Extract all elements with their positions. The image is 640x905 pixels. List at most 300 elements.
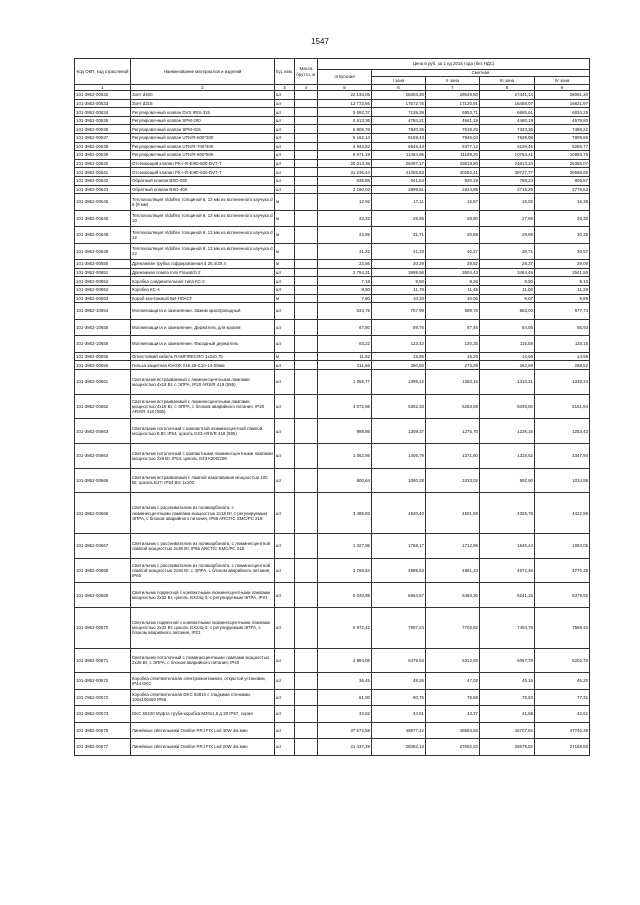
cell-mass	[295, 722, 318, 739]
cell-name: Регулировочный клапан SPM-315	[131, 125, 275, 134]
cell-name: Зонт d400	[131, 91, 275, 100]
table-row	[75, 706, 590, 723]
cell-price-zone-4: 4579,80	[535, 116, 590, 125]
page-number: 1547	[311, 37, 329, 46]
cell-price-otpusknaya: 5 033,89	[318, 583, 372, 608]
table-row	[75, 177, 590, 186]
cell-price-zone-2: 9,26	[426, 277, 480, 286]
cell-price-zone-1: 10,33	[372, 294, 426, 303]
cell-code: 101-3862-10656	[75, 336, 131, 353]
table-row	[75, 493, 590, 534]
cell-price-zone-2: 16,67	[426, 194, 480, 211]
header-name: Наименование материалов и изделий	[131, 59, 275, 85]
cell-name: Отсекающий клапан PK-I-R-EI90-630-DV7-T	[131, 168, 275, 177]
table-row	[75, 151, 590, 160]
cell-code: 101-3862-00637	[75, 134, 131, 143]
cell-price-otpusknaya: 31 236,44	[318, 168, 372, 177]
cell-name: Теплоизоляция Vidoflex толщиной 9, 13 мм из вспененного каучука d 22	[131, 243, 275, 260]
cell-price-zone-2: 10,06	[426, 294, 480, 303]
table-row	[75, 99, 590, 108]
cell-price-zone-3: 10754,41	[480, 151, 535, 160]
cell-price-zone-1: 123,42	[372, 336, 426, 353]
cell-unit: шт	[275, 319, 295, 336]
table-row	[75, 722, 590, 739]
cell-mass	[295, 159, 318, 168]
cell-price-zone-4: 2775,63	[535, 185, 590, 194]
cell-price-zone-4: 7569,40	[535, 607, 590, 648]
cell-mass	[295, 739, 318, 756]
cell-price-zone-4: 27169,50	[535, 739, 590, 756]
cell-mass	[295, 168, 318, 177]
cell-mass	[295, 177, 318, 186]
cell-name: Гильза защитная ЮНОК 015.20-С10-14-50мм	[131, 361, 275, 370]
cell-price-zone-4: 39588,69	[535, 168, 590, 177]
cell-price-zone-1: 11484,86	[372, 151, 426, 160]
col-number: 9	[535, 85, 590, 91]
cell-mass	[295, 277, 318, 286]
cell-mass	[295, 91, 318, 100]
cell-code: 101-3862-00646	[75, 210, 131, 227]
cell-price-zone-3: 1310,21	[480, 369, 535, 394]
cell-price-zone-4: 1339,34	[535, 369, 590, 394]
cell-price-zone-1: 4620,40	[372, 493, 426, 534]
cell-price-zone-3: 27,69	[480, 210, 535, 227]
cell-price-zone-2: 11189,20	[426, 151, 480, 160]
table-row	[75, 125, 590, 134]
cell-price-zone-1: 31,71	[372, 227, 426, 244]
cell-unit: шт	[275, 125, 295, 134]
table-row	[75, 419, 590, 444]
cell-price-zone-4: 9,89	[535, 294, 590, 303]
cell-mass	[295, 294, 318, 303]
cell-mass	[295, 142, 318, 151]
cell-price-zone-4: 7486,22	[535, 125, 590, 134]
cell-price-zone-1: 7820,35	[372, 125, 426, 134]
cell-price-zone-4: 28,30	[535, 210, 590, 227]
cell-name: Коробка КС-4	[131, 285, 275, 294]
cell-code: 101-3862-00662	[75, 394, 131, 419]
cell-unit: шт	[275, 142, 295, 151]
cell-code: 101-3862-00633	[75, 99, 131, 108]
cell-price-zone-2: 47,02	[426, 673, 480, 690]
table-row	[75, 352, 590, 361]
cell-unit: шт	[275, 689, 295, 706]
cell-code: 101-3862-00672	[75, 673, 131, 690]
cell-unit: шт	[275, 361, 295, 370]
cell-price-zone-2: 78,68	[426, 689, 480, 706]
cell-code: 101-3862-00653	[75, 294, 131, 303]
table-row	[75, 303, 590, 320]
cell-price-otpusknaya: 3 768,64	[318, 558, 372, 583]
table-row	[75, 648, 590, 673]
cell-price-zone-1: 41,33	[372, 243, 426, 260]
cell-price-zone-1: 6545,43	[372, 142, 426, 151]
cell-price-zone-3: 6129,46	[480, 142, 535, 151]
cell-price-zone-4: 9,10	[535, 277, 590, 286]
cell-price-zone-1: 4989,53	[372, 558, 426, 583]
cell-price-zone-3: 6241,15	[480, 583, 535, 608]
cell-price-zone-2: 1033,02	[426, 468, 480, 493]
cell-unit: шт	[275, 419, 295, 444]
cell-name: Дренажная помпа mini Flowatch 2	[131, 268, 275, 277]
cell-price-zone-2: 87,46	[426, 319, 480, 336]
cell-price-zone-3: 84,06	[480, 319, 535, 336]
cell-name: Светильник встраиваемый с люминесцентными лампами мощностью 4х18 Вт, с ЭПРА, IP20 ARS/R 418 (595)	[131, 369, 275, 394]
cell-price-zone-4: 118,15	[535, 336, 590, 353]
cell-mass	[295, 493, 318, 534]
cell-code: 101-3862-00634	[75, 108, 131, 117]
cell-code: 101-3862-00652	[75, 277, 131, 286]
cell-mass	[295, 151, 318, 160]
cell-price-zone-3: 38727,77	[480, 168, 535, 177]
cell-price-otpusknaya: 12,92	[318, 194, 372, 211]
cell-price-otpusknaya: 2 794,31	[318, 268, 372, 277]
cell-code: 101-3862-00655	[75, 352, 131, 361]
cell-price-zone-3: 1226,16	[480, 419, 535, 444]
cell-price-otpusknaya: 11,82	[318, 352, 372, 361]
cell-unit: шт	[275, 739, 295, 756]
cell-price-zone-1: 5392,33	[372, 394, 426, 419]
cell-price-zone-1: 49877,42	[372, 722, 426, 739]
cell-mass	[295, 361, 318, 370]
cell-code: 101-7862-00672	[75, 689, 131, 706]
cell-price-zone-1: 9,50	[372, 277, 426, 286]
cell-unit: м	[275, 260, 295, 269]
cell-unit: шт	[275, 468, 295, 493]
cell-mass	[295, 285, 318, 294]
cell-name: DKC 50220 Муфта труба-коробка М20х1,5 д 20 IP67, серая	[131, 706, 275, 723]
cell-price-zone-3: 5049,60	[480, 394, 535, 419]
table-row	[75, 210, 590, 227]
cell-code: 101-3862-00648	[75, 227, 131, 244]
cell-name: Регулировочный клапан UTK/R-700*400	[131, 142, 275, 151]
cell-price-zone-1: 28382,13	[372, 739, 426, 756]
cell-unit: шт	[275, 443, 295, 468]
cell-price-otpusknaya: 7,80	[318, 294, 372, 303]
cell-code: 101-3862-00665	[75, 468, 131, 493]
cell-price-zone-1: 1060,28	[372, 468, 426, 493]
cell-price-otpusknaya: 1 062,56	[318, 443, 372, 468]
cell-price-zone-1: 15,65	[372, 352, 426, 361]
cell-price-zone-2: 25819,80	[426, 159, 480, 168]
cell-name: Коробка ответвительная электромонтажная, открытой установки, IP44 DKC	[131, 673, 275, 690]
cell-code: 101-3862-00641	[75, 168, 131, 177]
cell-price-zone-4: 47746,39	[535, 722, 590, 739]
cell-price-zone-2: 7946,04	[426, 134, 480, 143]
cell-price-otpusknaya: 5 972,42	[318, 607, 372, 648]
cell-price-zone-2: 4661,19	[426, 116, 480, 125]
cell-mass	[295, 243, 318, 260]
cell-mass	[295, 116, 318, 125]
cell-price-zone-1: 89,76	[372, 319, 426, 336]
cell-unit: шт	[275, 336, 295, 353]
cell-price-zone-2: 6493,30	[426, 583, 480, 608]
cell-price-zone-3: 8,90	[480, 277, 535, 286]
cell-code: 101-3862-00666	[75, 493, 131, 534]
cell-price-zone-2: 1371,60	[426, 443, 480, 468]
cell-unit: шт	[275, 648, 295, 673]
table-row	[75, 689, 590, 706]
cell-code: 101-3862-00671	[75, 648, 131, 673]
cell-price-zone-2: 2824,95	[426, 185, 480, 194]
cell-code: 101-3862-00639	[75, 151, 131, 160]
cell-price-zone-2: 17120,91	[426, 99, 480, 108]
table-row	[75, 243, 590, 260]
cell-name: Теплоизоляция Vidoflex толщиной 9, 13 мм из вспененного каучука d 12	[131, 227, 275, 244]
header-unit: Ед. изм.	[275, 59, 295, 85]
cell-price-zone-1: 7139,29	[372, 108, 426, 117]
cell-price-zone-1: 1406,79	[372, 443, 426, 468]
cell-price-zone-2: 4501,59	[426, 493, 480, 534]
table-row	[75, 185, 590, 194]
cell-price-zone-1: 8159,43	[372, 134, 426, 143]
cell-code: 101-3862-00651	[75, 268, 131, 277]
table-row	[75, 319, 590, 336]
header-otpusknaya: отпускная	[318, 70, 372, 85]
cell-price-zone-1: 17572,76	[372, 99, 426, 108]
cell-unit: шт	[275, 177, 295, 186]
table-row	[75, 533, 590, 558]
cell-price-zone-3: 2715,25	[480, 185, 535, 194]
table-row	[75, 134, 590, 143]
cell-price-zone-1: 48,26	[372, 673, 426, 690]
cell-name: Отсекающий клапан PK-I-R-EI90-600-DV7-T	[131, 159, 275, 168]
cell-mass	[295, 443, 318, 468]
cell-price-zone-3: 663,00	[480, 303, 535, 320]
cell-unit: шт	[275, 159, 295, 168]
cell-price-zone-3: 4672,46	[480, 558, 535, 583]
cell-price-zone-4: 1347,94	[535, 443, 590, 468]
cell-unit: шт	[275, 722, 295, 739]
cell-mass	[295, 194, 318, 211]
cell-code: 101-3862-00675	[75, 722, 131, 739]
cell-unit: шт	[275, 134, 295, 143]
table-row	[75, 285, 590, 294]
cell-name: Регулировочный клапан SPM-200	[131, 116, 275, 125]
cell-price-zone-3: 4326,78	[480, 493, 535, 534]
cell-mass	[295, 319, 318, 336]
cell-code: 101-3862-00635	[75, 116, 131, 125]
cell-price-zone-3: 4480,19	[480, 116, 535, 125]
cell-code: 101-3862-00663	[75, 419, 131, 444]
cell-price-otpusknaya: 4 894,06	[318, 648, 372, 673]
cell-price-zone-2: 29,52	[426, 260, 480, 269]
cell-code: 101-3862-00673	[75, 706, 131, 723]
header-zone-2: II зона	[426, 77, 480, 85]
cell-mass	[295, 468, 318, 493]
cell-unit: шт	[275, 285, 295, 294]
cell-name: Коробка ответвительная DKC 53810 с гладкими стенками, 100х100х50 IP56	[131, 689, 275, 706]
cell-code: 101-3862-00664	[75, 443, 131, 468]
cell-price-zone-1: 3699,56	[372, 268, 426, 277]
cell-price-zone-1: 1309,37	[372, 419, 426, 444]
cell-price-otpusknaya: 61,00	[318, 689, 372, 706]
cell-mass	[295, 227, 318, 244]
cell-unit: шт	[275, 583, 295, 608]
cell-price-zone-3: 1318,62	[480, 443, 535, 468]
cell-mass	[295, 260, 318, 269]
cell-code: 101-3862-00661	[75, 369, 131, 394]
cell-price-otpusknaya: 5 905,76	[318, 125, 372, 134]
cell-price-zone-4: 1683,05	[535, 533, 590, 558]
cell-price-zone-2: 11,48	[426, 285, 480, 294]
cell-price-zone-2: 6953,71	[426, 108, 480, 117]
cell-price-zone-3: 14,66	[480, 352, 535, 361]
cell-name: Регулировочный клапан UTK/R-800*500	[131, 151, 275, 160]
header-price-group: Цена в руб. за 1 ед 2015 года (без НДС)	[318, 59, 590, 70]
cell-mass	[295, 689, 318, 706]
cell-unit: шт	[275, 533, 295, 558]
cell-price-zone-1: 1758,17	[372, 533, 426, 558]
cell-price-zone-4: 14,98	[535, 352, 590, 361]
cell-price-zone-3: 992,90	[480, 468, 535, 493]
cell-price-zone-3: 11,03	[480, 285, 535, 294]
cell-unit: м	[275, 210, 295, 227]
cell-price-otpusknaya: 22,33	[318, 210, 372, 227]
cell-price-zone-4: 46,20	[535, 673, 590, 690]
col-number: 6	[372, 85, 426, 91]
cell-mass	[295, 607, 318, 648]
cell-price-zone-4: 28051,30	[535, 91, 590, 100]
cell-price-zone-3: 115,58	[480, 336, 535, 353]
cell-unit: шт	[275, 706, 295, 723]
cell-price-otpusknaya: 23,95	[318, 227, 372, 244]
col-number: 3	[275, 85, 295, 91]
table-row	[75, 142, 590, 151]
cell-price-zone-3: 788,24	[480, 177, 535, 186]
cell-price-zone-2: 1712,96	[426, 533, 480, 558]
cell-price-zone-4: 7809,86	[535, 134, 590, 143]
cell-price-zone-4: 5161,94	[535, 394, 590, 419]
cell-price-otpusknaya: 3 489,83	[318, 493, 372, 534]
cell-price-otpusknaya: 211,66	[318, 361, 372, 370]
cell-price-zone-2: 4861,23	[426, 558, 480, 583]
table-row	[75, 369, 590, 394]
cell-price-zone-3: 38,71	[480, 243, 535, 260]
cell-mass	[295, 558, 318, 583]
cell-price-zone-1: 44,51	[372, 706, 426, 723]
cell-price-zone-4: 6834,25	[535, 108, 590, 117]
cell-price-zone-3: 9,67	[480, 294, 535, 303]
cell-unit: м	[275, 227, 295, 244]
cell-name: Коробка соединительная типа КС-2	[131, 277, 275, 286]
cell-price-otpusknaya: 800,64	[318, 468, 372, 493]
cell-price-zone-3: 24813,34	[480, 159, 535, 168]
cell-price-otpusknaya: 1 327,96	[318, 533, 372, 558]
cell-price-zone-4: 85,93	[535, 319, 590, 336]
cell-price-zone-2: 43,37	[426, 706, 480, 723]
cell-code: 101-3862-00656	[75, 361, 131, 370]
cell-code: 101-3862-00667	[75, 533, 131, 558]
table-row	[75, 673, 590, 690]
cell-unit: шт	[275, 108, 295, 117]
cell-price-zone-1: 80,76	[372, 689, 426, 706]
cell-name: Огнестойкий кабель RAMFIRECRO 1х2х0,75	[131, 352, 275, 361]
cell-price-zone-3: 28,37	[480, 260, 535, 269]
col-number: 8	[480, 85, 535, 91]
table-row	[75, 91, 590, 100]
table-row	[75, 260, 590, 269]
cell-price-zone-2: 28,80	[426, 210, 480, 227]
cell-unit: шт	[275, 558, 295, 583]
cell-price-zone-1: 4784,21	[372, 116, 426, 125]
cell-price-zone-2: 273,29	[426, 361, 480, 370]
cell-unit: шт	[275, 303, 295, 320]
cell-price-zone-4: 39,57	[535, 243, 590, 260]
cell-unit: шт	[275, 673, 295, 690]
cell-price-zone-2: 40292,41	[426, 168, 480, 177]
cell-price-otpusknaya: 33,62	[318, 706, 372, 723]
table-header	[75, 59, 590, 91]
cell-code: 101-3862-00669	[75, 583, 131, 608]
header-smetnaya: Сметная	[372, 70, 590, 77]
cell-price-zone-1: 1399,12	[372, 369, 426, 394]
cell-price-zone-2: 30,89	[426, 227, 480, 244]
cell-price-zone-3: 41,68	[480, 706, 535, 723]
cell-price-otpusknaya: 636,85	[318, 177, 372, 186]
cell-name: Светильник потолочный с люминесцентными лампами мощностью 2х36 Вт, с ЭПРА, с блоком аварийного питания, IP40	[131, 648, 275, 673]
cell-unit: м	[275, 352, 295, 361]
cell-code: 101-3862-00645	[75, 194, 131, 211]
cell-price-zone-1: 28303,30	[372, 91, 426, 100]
cell-price-otpusknaya: 7,18	[318, 277, 372, 286]
table-row	[75, 116, 590, 125]
table-body	[75, 91, 590, 756]
cell-unit: шт	[275, 394, 295, 419]
cell-price-otpusknaya: 6 162,14	[318, 134, 372, 143]
cell-price-zone-2: 1363,15	[426, 369, 480, 394]
cell-code: 101-3862-00642	[75, 177, 131, 186]
cell-name: Светильник с рассеивателем из поликарбоната, с люминесцентной лампой мощностью 2х36 Вт, с ЭПРА, с блоком аварийного питания, IP65	[131, 558, 275, 583]
cell-code: 101-3862-00670	[75, 607, 131, 648]
cell-code: 101-3862-00636	[75, 125, 131, 134]
cell-price-zone-3: 1646,44	[480, 533, 535, 558]
cell-price-zone-3: 16458,07	[480, 99, 535, 108]
cell-price-zone-2: 1275,70	[426, 419, 480, 444]
cell-price-zone-1: 841,64	[372, 177, 426, 186]
cell-mass	[295, 352, 318, 361]
cell-price-otpusknaya: 3 613,36	[318, 116, 372, 125]
cell-price-otpusknaya: 37 672,58	[318, 722, 372, 739]
cell-price-otpusknaya: 1 056,77	[318, 369, 372, 394]
cell-name: Короб монтажный БИ-ПЛАСТ	[131, 294, 275, 303]
cell-unit: шт	[275, 116, 295, 125]
cell-name: Линейные светильники Ovaline PRJ FIX Led 40W 4м мин	[131, 722, 275, 739]
cell-price-otpusknaya: 2 190,03	[318, 185, 372, 194]
cell-price-zone-3: 27441,14	[480, 91, 535, 100]
table-row	[75, 468, 590, 493]
cell-price-otpusknaya: 93,22	[318, 336, 372, 353]
cell-price-zone-2: 6377,12	[426, 142, 480, 151]
cell-price-zone-2: 820,19	[426, 177, 480, 186]
cell-price-zone-1: 6479,54	[372, 648, 426, 673]
cell-mass	[295, 394, 318, 419]
cell-unit: шт	[275, 493, 295, 534]
col-number: 7	[426, 85, 480, 91]
cell-price-zone-3: 6067,78	[480, 648, 535, 673]
cell-mass	[295, 125, 318, 134]
cell-price-zone-4: 677,74	[535, 303, 590, 320]
cell-mass	[295, 533, 318, 558]
cell-price-zone-4: 3541,50	[535, 268, 590, 277]
cell-price-otpusknaya: 4 072,86	[318, 394, 372, 419]
cell-price-otpusknaya: 20 013,36	[318, 159, 372, 168]
cell-price-zone-4: 10993,75	[535, 151, 590, 160]
cell-price-zone-3: 7404,76	[480, 607, 535, 648]
table-row	[75, 443, 590, 468]
cell-price-zone-4: 4422,99	[535, 493, 590, 534]
header-zone-1: I зона	[372, 77, 426, 85]
